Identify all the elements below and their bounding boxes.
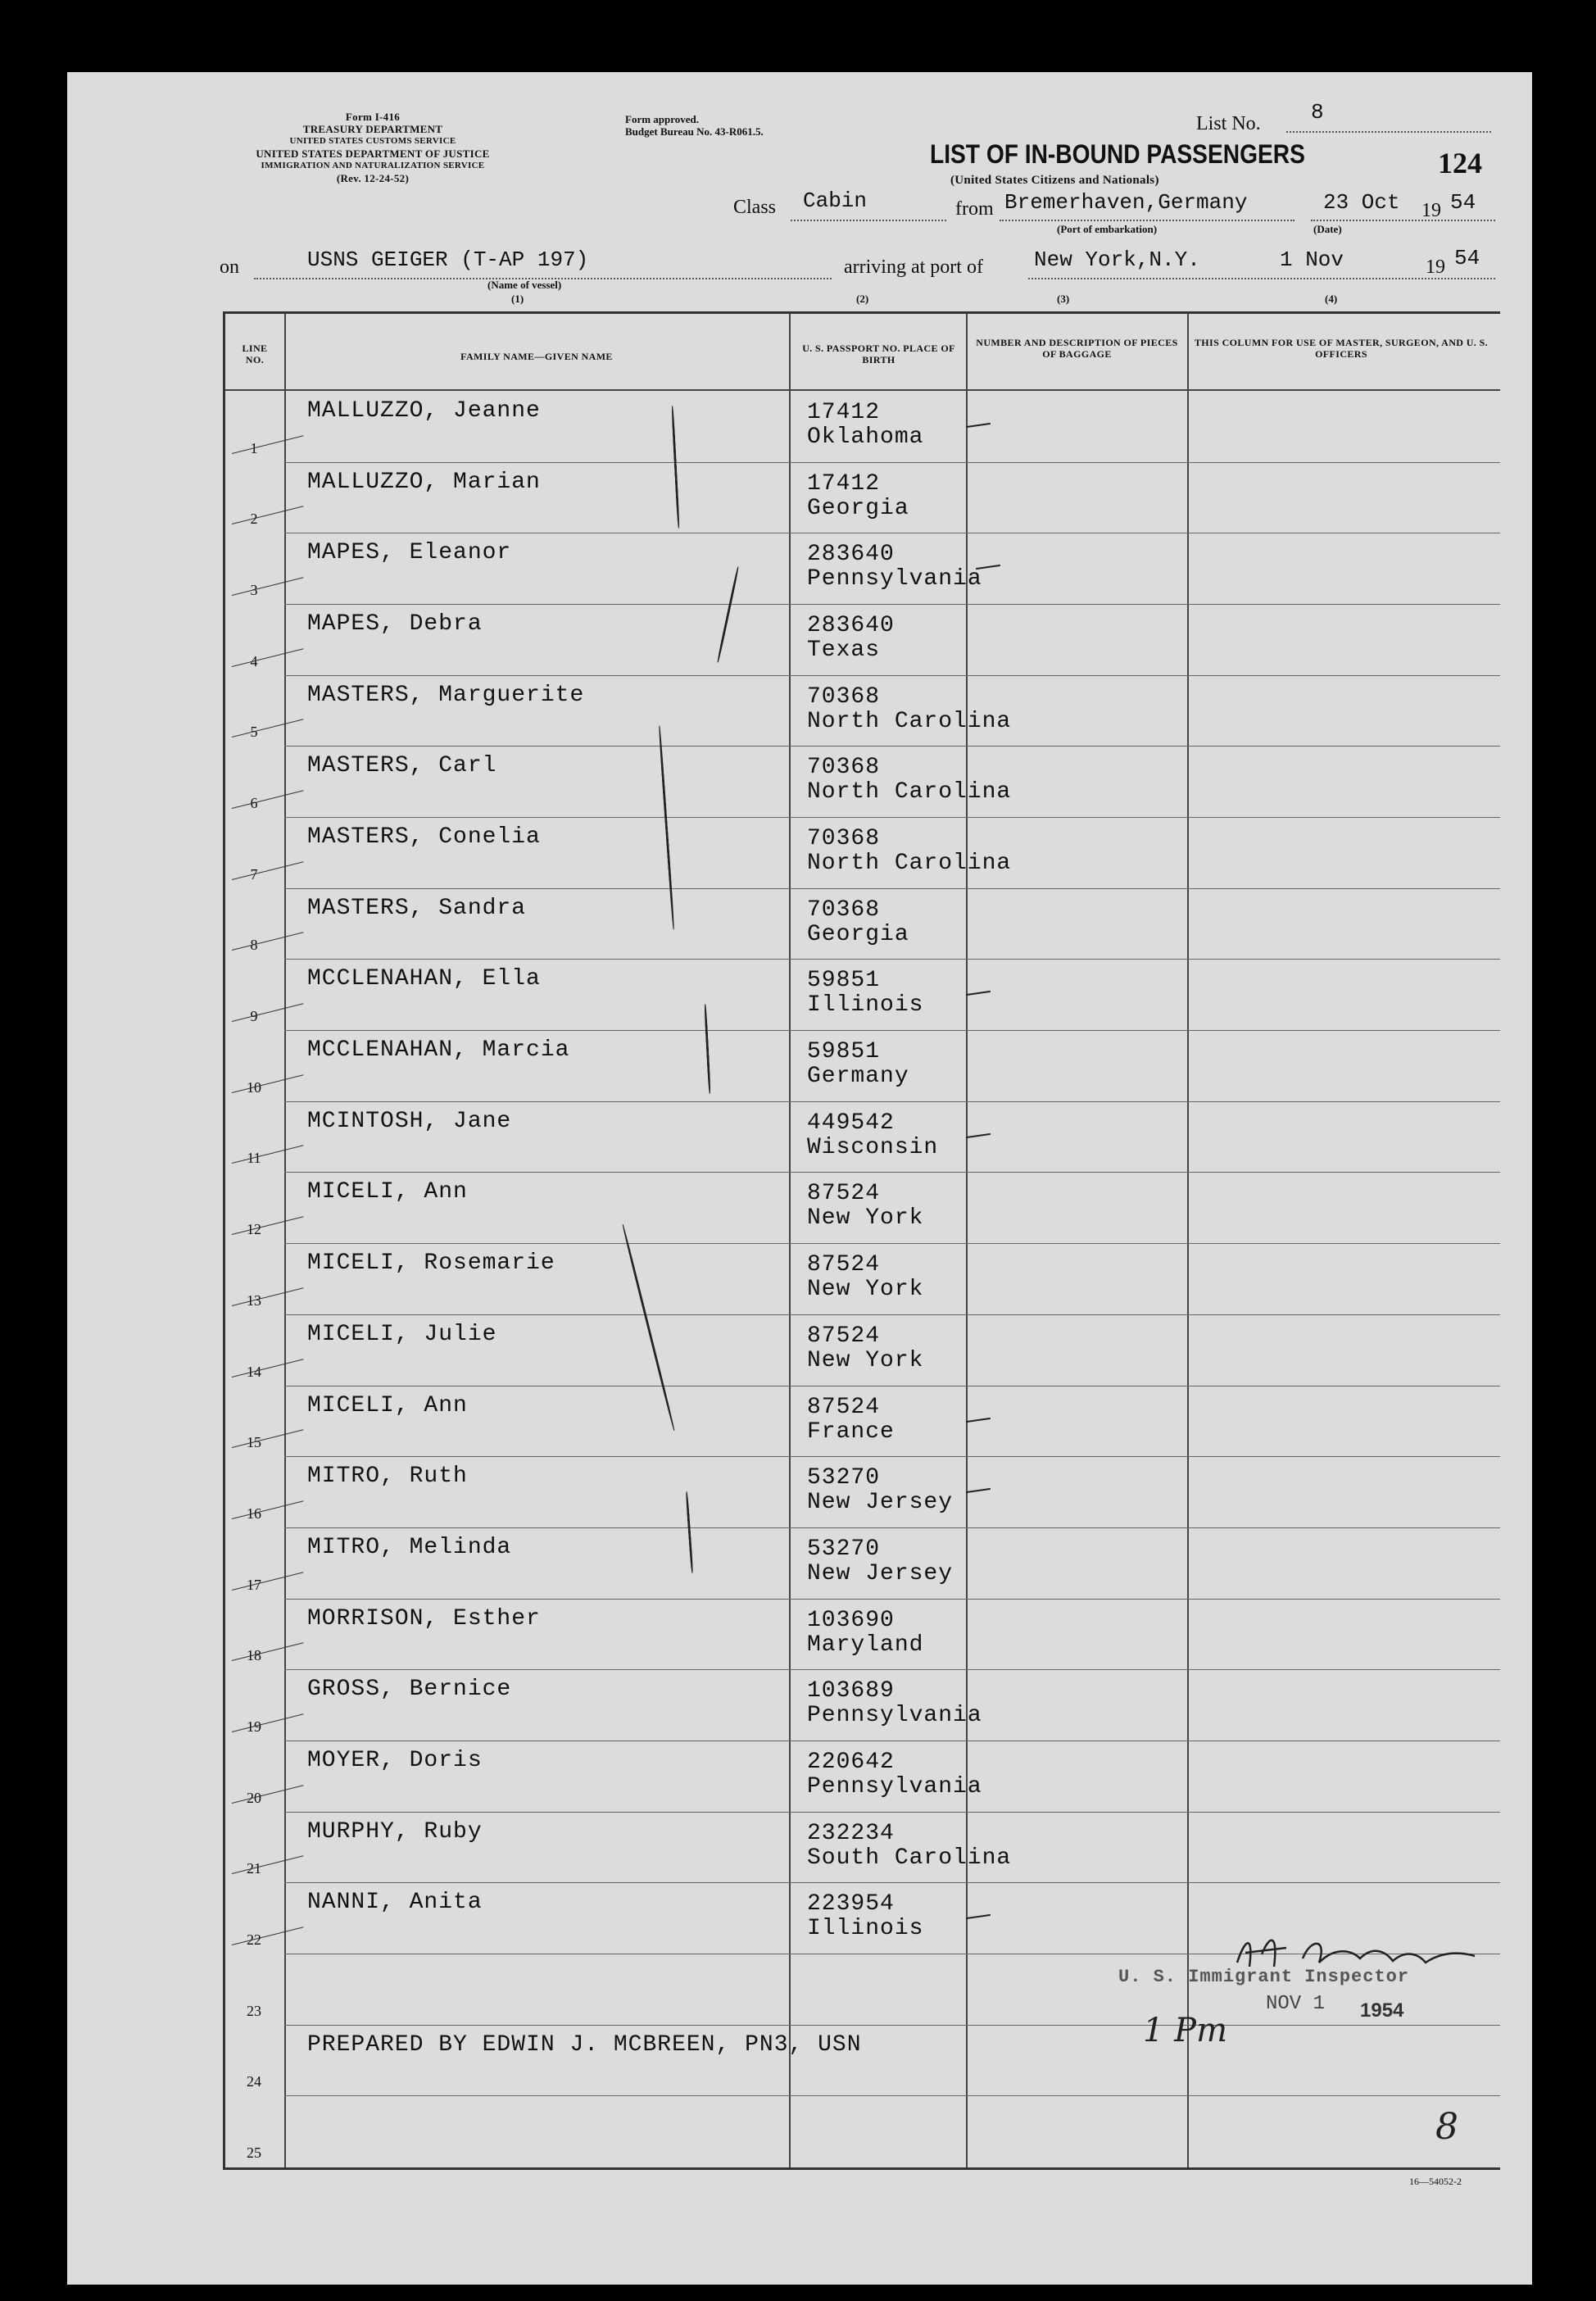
table-row: [225, 1741, 1500, 1813]
handwritten-number: 8: [1435, 2106, 1458, 2148]
line-number: 4: [250, 652, 258, 669]
place-of-birth: Pennsylvania: [807, 566, 982, 592]
passenger-name: MORRISON, Esther: [307, 1605, 541, 1632]
form-revision: (Rev. 12-24-52): [336, 172, 410, 184]
ins-service: IMMIGRATION AND NATURALIZATION SERVICE: [261, 161, 485, 170]
passport-number: 103690: [807, 1607, 895, 1633]
embark-caption: (Port of embarkation): [1057, 223, 1158, 235]
embark-year-prefix: 19: [1421, 200, 1441, 221]
table-row: [225, 1528, 1500, 1600]
header-name: FAMILY NAME—GIVEN NAME: [460, 351, 613, 362]
passenger-name: MITRO, Melinda: [307, 1534, 512, 1560]
line-number: 24: [247, 2073, 261, 2090]
list-number-label: List No.: [1196, 113, 1261, 134]
place-of-birth: Wisconsin: [807, 1134, 939, 1160]
header-divider: [225, 389, 1500, 391]
budget-bureau: Budget Bureau No. 43-R061.5.: [625, 125, 764, 138]
on-label: on: [220, 256, 239, 278]
line-number: 23: [247, 2002, 261, 2019]
line-number: 18: [247, 1647, 261, 1664]
passport-number: 17412: [807, 400, 881, 425]
passport-number: 70368: [807, 896, 881, 923]
table-row: [225, 676, 1500, 747]
header-passport: U. S. PASSPORT NO. PLACE OF BIRTH: [802, 343, 955, 365]
passport-number: 53270: [807, 1536, 881, 1562]
table-row: [225, 605, 1500, 676]
passenger-name: MICELI, Ann: [307, 1179, 468, 1205]
place-of-birth: New Jersey: [807, 1490, 954, 1516]
list-number-line: [1286, 131, 1491, 133]
arrival-line: [1028, 278, 1495, 279]
arrival-port-value: New York,N.Y.: [1034, 247, 1200, 272]
form-number: Form I-416: [345, 111, 401, 123]
baggage-tick: [966, 1914, 991, 1919]
line-number: 9: [250, 1008, 258, 1025]
embark-port-value: Bremerhaven,Germany: [1004, 190, 1248, 215]
line-number: 22: [247, 1931, 261, 1948]
handwritten-time: 1 Pm: [1143, 2012, 1228, 2049]
embark-year-value: 54: [1450, 190, 1476, 215]
passenger-name: MASTERS, Sandra: [307, 895, 527, 921]
passenger-name: MCINTOSH, Jane: [307, 1108, 512, 1134]
passport-number: 220642: [807, 1749, 895, 1775]
table-row: [225, 960, 1500, 1031]
line-number: 8: [250, 937, 258, 954]
passenger-name: GROSS, Bernice: [307, 1677, 512, 1703]
form-approved: Form approved.: [625, 113, 700, 125]
line-number: 25: [247, 2144, 261, 2161]
line-number: 12: [247, 1221, 261, 1238]
table-row: [225, 1173, 1500, 1244]
inspector-signature: [1229, 1930, 1491, 1971]
passport-number: 283640: [807, 542, 895, 568]
passport-number: 70368: [807, 826, 881, 852]
passport-number: 17412: [807, 470, 881, 497]
page-subtitle: (United States Citizens and Nationals): [950, 174, 1159, 187]
table-body: [225, 392, 1500, 2167]
place-of-birth: Oklahoma: [807, 424, 924, 450]
line-number: 2: [250, 511, 258, 528]
place-of-birth: North Carolina: [807, 779, 1012, 806]
table-row: [225, 1386, 1500, 1458]
from-label: from: [955, 198, 994, 220]
form-code: 16—54052-2: [1409, 2176, 1462, 2187]
place-of-birth: Pennsylvania: [807, 1773, 982, 1800]
table-row: [225, 1315, 1500, 1386]
passenger-name: MASTERS, Conelia: [307, 824, 541, 851]
passenger-name: MASTERS, Carl: [307, 753, 497, 779]
passport-number: 70368: [807, 755, 881, 781]
embark-date-line: [1311, 220, 1495, 221]
line-number: 10: [247, 1078, 261, 1096]
place-of-birth: New Jersey: [807, 1560, 954, 1586]
caption-4: (4): [1325, 293, 1338, 305]
place-of-birth: New York: [807, 1277, 924, 1303]
table-row: [225, 1102, 1500, 1173]
passenger-name: MCCLENAHAN, Ella: [307, 966, 541, 992]
passport-number: 87524: [807, 1394, 881, 1420]
page-title: LIST OF IN-BOUND PASSENGERS: [930, 139, 1305, 169]
baggage-tick: [966, 1133, 991, 1138]
passenger-name: MICELI, Julie: [307, 1321, 497, 1347]
header-line-no: LINE NO.: [242, 343, 268, 365]
page-number: 124: [1438, 147, 1482, 179]
passenger-name: PREPARED BY EDWIN J. MCBREEN, PN3, USN: [307, 2031, 862, 2058]
table-row: [225, 1244, 1500, 1315]
header-officers: THIS COLUMN FOR USE OF MASTER, SURGEON, AND U. S. OFFICERS: [1194, 337, 1489, 360]
table-row: [225, 1457, 1500, 1528]
passport-number: 87524: [807, 1181, 881, 1207]
line-number: 16: [247, 1504, 261, 1522]
inspector-stamp: U. S. Immigrant Inspector: [1118, 1967, 1410, 1987]
place-of-birth: South Carolina: [807, 1845, 1012, 1871]
table-row: [225, 533, 1500, 605]
vessel-caption: (Name of vessel): [487, 279, 562, 291]
treasury-dept: TREASURY DEPARTMENT: [302, 123, 443, 135]
line-number: 15: [247, 1434, 261, 1451]
passport-number: 103689: [807, 1678, 895, 1704]
embark-line: [1000, 220, 1294, 221]
passport-number: 53270: [807, 1465, 881, 1491]
list-number-value: 8: [1311, 100, 1324, 125]
place-of-birth: Pennsylvania: [807, 1703, 982, 1729]
line-number: 14: [247, 1363, 261, 1380]
passport-number: 59851: [807, 1039, 881, 1065]
place-of-birth: Georgia: [807, 921, 909, 947]
passenger-name: MICELI, Rosemarie: [307, 1250, 555, 1277]
vessel-name: USNS GEIGER (T-AP 197): [307, 247, 589, 272]
passenger-name: MASTERS, Marguerite: [307, 682, 585, 708]
table-row: [225, 1031, 1500, 1102]
place-of-birth: New York: [807, 1347, 924, 1373]
passenger-name: MALLUZZO, Marian: [307, 469, 541, 495]
passport-number: 449542: [807, 1110, 895, 1136]
passenger-name: MICELI, Ann: [307, 1392, 468, 1418]
stamp-date: NOV 1: [1266, 1993, 1326, 2015]
passport-number: 70368: [807, 683, 881, 710]
place-of-birth: Illinois: [807, 992, 924, 1019]
table-row: [225, 818, 1500, 889]
passenger-name: MALLUZZO, Jeanne: [307, 398, 541, 424]
place-of-birth: Illinois: [807, 1916, 924, 1942]
customs-service: UNITED STATES CUSTOMS SERVICE: [289, 136, 456, 146]
line-number: 20: [247, 1789, 261, 1806]
place-of-birth: Maryland: [807, 1632, 924, 1658]
passport-number: 223954: [807, 1891, 895, 1918]
table-row: [225, 2026, 1500, 2097]
arriving-label: arriving at port of: [844, 256, 983, 278]
class-line: [791, 220, 946, 221]
table-row: [225, 889, 1500, 960]
line-number: 7: [250, 865, 258, 883]
line-number: 11: [247, 1150, 261, 1167]
line-number: 3: [250, 582, 258, 599]
table-row: [225, 392, 1500, 463]
passenger-name: MURPHY, Ruby: [307, 1818, 483, 1845]
baggage-tick: [966, 1417, 991, 1422]
place-of-birth: France: [807, 1418, 895, 1445]
arrival-date-value: 1 Nov: [1280, 247, 1344, 272]
header-baggage: NUMBER AND DESCRIPTION OF PIECES OF BAGGAGE: [976, 337, 1178, 360]
place-of-birth: Texas: [807, 638, 881, 664]
class-value: Cabin: [803, 188, 868, 213]
class-label: Class: [733, 197, 777, 218]
passenger-table: [223, 311, 1500, 2170]
justice-dept: UNITED STATES DEPARTMENT OF JUSTICE: [256, 148, 490, 160]
line-number: 21: [247, 1860, 261, 1877]
passenger-name: MCCLENAHAN, Marcia: [307, 1037, 570, 1064]
table-row: [225, 747, 1500, 818]
place-of-birth: North Carolina: [807, 708, 1012, 734]
place-of-birth: New York: [807, 1205, 924, 1232]
arrival-year-value: 54: [1454, 246, 1480, 270]
table-row: [225, 1813, 1500, 1884]
line-number: 17: [247, 1576, 261, 1593]
passport-number: 232234: [807, 1820, 895, 1846]
table-row: [225, 463, 1500, 534]
embark-date-value: 23 Oct: [1323, 190, 1400, 215]
passport-number: 87524: [807, 1252, 881, 1278]
passenger-name: MOYER, Doris: [307, 1747, 483, 1773]
approval-block: [625, 113, 764, 138]
baggage-tick: [966, 1488, 991, 1493]
arrival-year-prefix: 19: [1426, 256, 1445, 278]
caption-3: (3): [1057, 293, 1070, 305]
caption-2: (2): [856, 293, 869, 305]
place-of-birth: North Carolina: [807, 851, 1012, 877]
line-number: 13: [247, 1291, 261, 1309]
baggage-tick: [966, 423, 991, 428]
table-row: [225, 1600, 1500, 1671]
stamp-year: 1954: [1360, 1999, 1404, 2022]
passenger-name: NANNI, Anita: [307, 1890, 483, 1916]
passport-number: 59851: [807, 968, 881, 994]
agency-block: [209, 111, 537, 184]
line-number: 19: [247, 1718, 261, 1735]
place-of-birth: Germany: [807, 1064, 909, 1090]
date-caption: (Date): [1313, 223, 1342, 235]
passenger-name: MITRO, Ruth: [307, 1464, 468, 1490]
passenger-name: MAPES, Eleanor: [307, 540, 512, 566]
place-of-birth: Georgia: [807, 495, 909, 521]
passenger-name: MAPES, Debra: [307, 611, 483, 638]
baggage-tick: [966, 991, 991, 996]
passport-number: 283640: [807, 613, 895, 639]
table-row: [225, 2096, 1500, 2167]
vessel-col-caption: (1): [511, 293, 524, 305]
table-row: [225, 1670, 1500, 1741]
line-number: 1: [250, 439, 258, 456]
line-number: 5: [250, 724, 258, 741]
line-number: 6: [250, 795, 258, 812]
passport-number: 87524: [807, 1323, 881, 1349]
